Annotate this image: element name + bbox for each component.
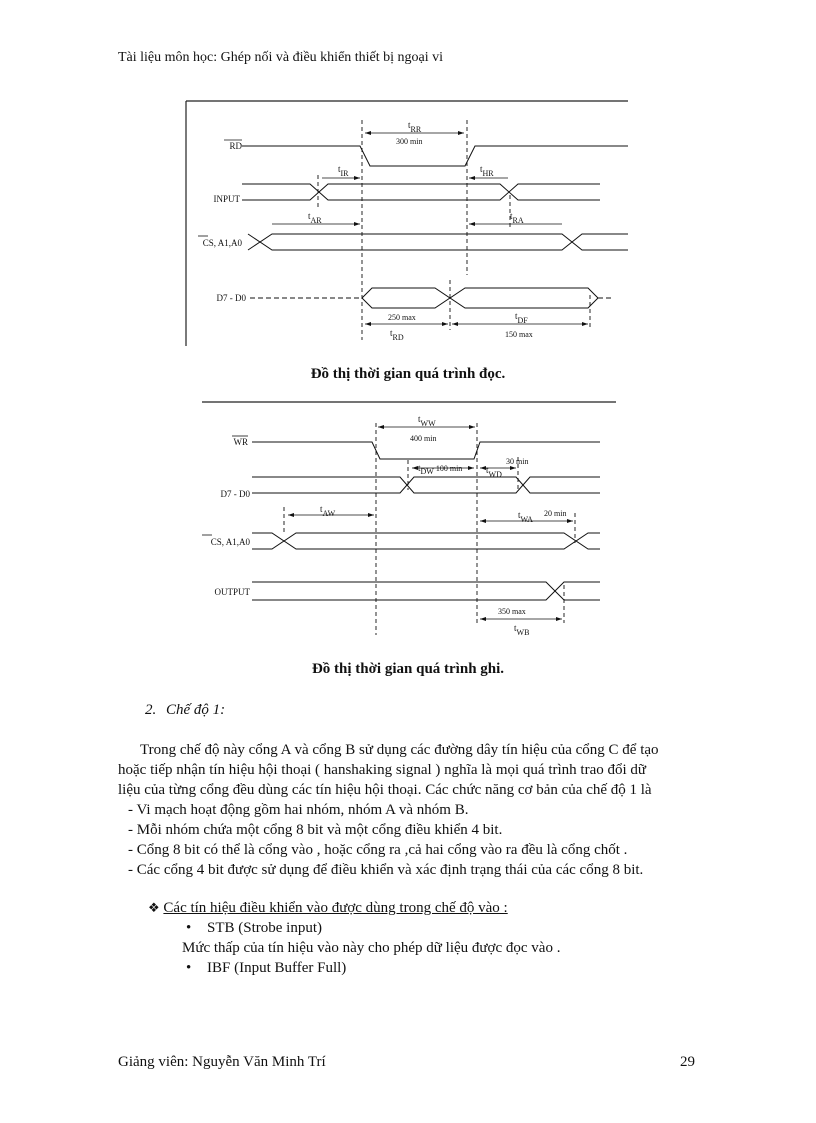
cs-w-waveform [252, 533, 600, 549]
t-wb-value: 350 max [498, 607, 526, 616]
bullet-icon: • [186, 920, 192, 936]
t-df-label: tDF [515, 311, 528, 325]
t-df-value: 150 max [505, 330, 533, 339]
t-rr-value: 300 min [396, 137, 423, 146]
document-header: Tài liệu môn học: Ghép nối và điều khiển thiết bị ngoại vi [118, 50, 444, 65]
read-diagram-caption: Đồ thị thời gian quá trình đọc. [310, 366, 506, 382]
cs-waveform [248, 234, 628, 250]
section-number: 2. [145, 702, 157, 718]
t-hr-label: tHR [480, 164, 494, 178]
stb-description: Mức thấp của tín hiệu vào này cho phép dữ liệu được đọc vào . [182, 940, 561, 956]
t-ir-label: tIR [338, 164, 349, 178]
input-signals-title: Các tín hiệu điều khiển vào được dùng trong chế độ vào : [163, 900, 508, 916]
dash-item: - Vi mạch hoạt động gồm hai nhóm, nhóm A và nhóm B. [128, 802, 469, 818]
rd-waveform [242, 146, 628, 166]
output-waveform [252, 582, 600, 600]
t-wd-value: 30 min [506, 457, 529, 466]
signal-label-data-w: D7 - D0 [220, 489, 250, 499]
t-wa-value: 20 min [544, 509, 567, 518]
bullet-item-ibf: IBF (Input Buffer Full) [207, 960, 347, 976]
dash-item: - Các cổng 4 bit được sử dụng để điều khiển và xác định trạng thái của các cổng 8 bit. [128, 862, 644, 878]
signal-label-rd: RD [229, 141, 242, 151]
input-signals-heading [148, 898, 508, 918]
signal-label-wr: WR [233, 437, 248, 447]
t-rr-label: tRR [408, 120, 422, 134]
t-wd-label: tWD [486, 465, 502, 479]
signal-label-data: D7 - D0 [216, 293, 246, 303]
diamond-bullet-icon: ❖ [148, 900, 160, 915]
t-aw-label: tAW [320, 504, 336, 518]
signal-label-output: OUTPUT [214, 587, 250, 597]
read-timing-diagram [180, 100, 630, 350]
footer-author: Giảng viên: Nguyễn Văn Minh Trí [118, 1054, 326, 1070]
t-ww-label: tWW [418, 414, 436, 428]
wr-waveform [252, 442, 600, 459]
paragraph-line-2: hoặc tiếp nhận tín hiệu hội thoại ( hanshaking signal ) nghĩa là mọi quá trình trao đổi dữ [118, 762, 647, 778]
t-wa-label: tWA [518, 510, 533, 524]
t-ra-label: tRA [510, 211, 524, 225]
t-rd-label: tRD [390, 328, 404, 342]
dash-item: - Mỗi nhóm chứa một cổng 8 bit và một cổng điều khiển 4 bit. [128, 822, 503, 838]
bullet-icon: • [186, 960, 192, 976]
signal-label-cs-w: CS, A1,A0 [210, 537, 250, 547]
t-rd-value: 250 max [388, 313, 416, 322]
dash-item: - Cổng 8 bit có thể là cổng vào , hoặc cổng ra ,cả hai cổng vào ra đều là cổng chốt . [128, 842, 628, 858]
write-timing-diagram [180, 395, 620, 640]
section-heading [145, 700, 225, 720]
t-dw-label: tDW 100 min [418, 463, 463, 476]
t-wb-label: tWB [514, 623, 530, 637]
section-title: Chế độ 1: [166, 702, 226, 718]
t-ar-label: tAR [308, 211, 322, 225]
data-waveform [250, 288, 614, 308]
paragraph-line-3: liệu của từng cổng đều dùng các tín hiệu hội thoại. Các chức năng cơ bản của chế độ 1 là [118, 782, 652, 798]
signal-label-input: INPUT [213, 194, 240, 204]
page-number: 29 [680, 1054, 695, 1070]
signal-label-cs: CS, A1,A0 [202, 238, 242, 248]
paragraph-line-1: Trong chế độ này cổng A và cổng B sử dụng các đường dây tín hiệu của cổng C để tạo [140, 742, 659, 758]
input-waveform [242, 184, 600, 200]
write-diagram-caption: Đồ thị thời gian quá trình ghi. [311, 661, 505, 677]
bullet-item-stb: STB (Strobe input) [207, 920, 322, 936]
t-ww-value: 400 min [410, 434, 437, 443]
data-w-waveform [252, 477, 600, 493]
